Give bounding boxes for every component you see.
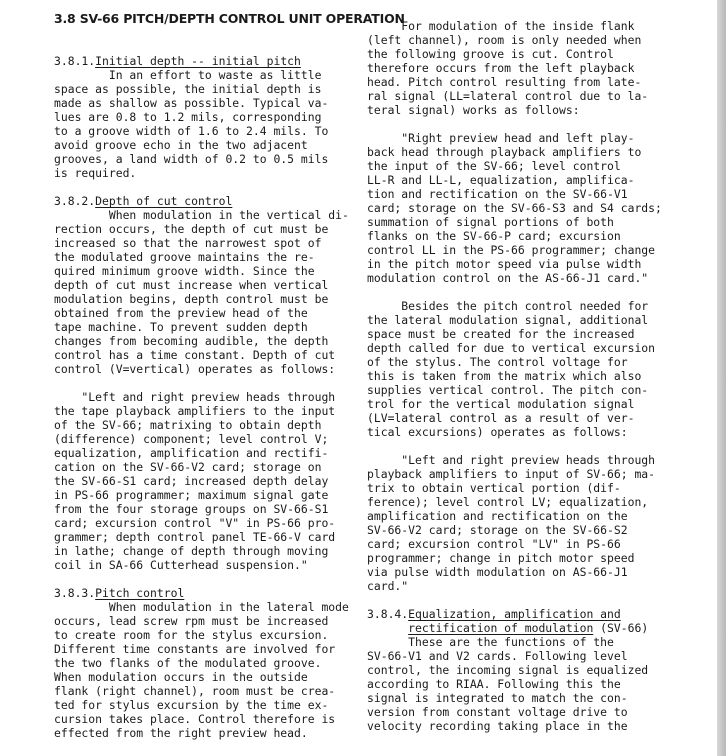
text-line: the following groove is cut. Control: [367, 47, 614, 61]
text-line: the tape playback amplifiers to the input: [54, 404, 336, 418]
text-line: this is taken from the matrix which also: [367, 369, 642, 383]
text-line: card.": [367, 579, 409, 593]
text-line: "Left and right preview heads through: [54, 390, 336, 404]
section-heading: 3.8 SV-66 PITCH/DEPTH CONTROL UNIT OPERATION: [54, 11, 405, 26]
paragraph-gap: [54, 376, 354, 390]
text-line: the lateral modulation signal, additional: [367, 313, 649, 327]
subsection-number: 3.8.4.: [367, 607, 409, 621]
text-line: When modulation in the vertical di-: [54, 208, 349, 222]
text-line: "Right preview head and left play-: [367, 131, 635, 145]
text-line: modulation begins, depth control must be: [54, 292, 329, 306]
text-line: quired minimum groove width. Since the: [54, 264, 315, 278]
text-line: cation on the SV-66-V2 card; storage on: [54, 460, 322, 474]
text-line: control LL in the PS-66 programmer; change: [367, 243, 656, 257]
paragraph-gap: [54, 180, 354, 194]
text-line: SV-66-V1 and V2 cards. Following level: [367, 649, 628, 663]
subsection-heading: Depth of cut control: [95, 194, 233, 208]
text-line: signal is integrated to match the con-: [367, 691, 628, 705]
text-line: effected from the right preview head.: [54, 726, 308, 740]
text-line: SV-66-V2 card; storage on the SV-66-S2: [367, 523, 628, 537]
text-line: equalization, amplification and rectifi-: [54, 446, 329, 460]
subsection-title: [54, 194, 354, 208]
subsection-title-cont: [367, 621, 667, 635]
text-line: space as possible, the initial depth is: [54, 82, 322, 96]
right-column: [367, 19, 667, 733]
text-line: rection occurs, the depth of cut must be: [54, 222, 329, 236]
text-line: grammer; depth control panel TE-66-V card: [54, 530, 336, 544]
text-line: modulation control on the AS-66-J1 card.": [367, 271, 649, 285]
text-line: from the four storage groups on SV-66-S1: [54, 502, 329, 516]
text-line: control, the incoming signal is equalized: [367, 663, 649, 677]
text-line: head. Pitch control resulting from late-: [367, 75, 642, 89]
text-line: the input of the SV-66; level control: [367, 159, 621, 173]
subsection-heading: Initial depth -- initial pitch: [95, 54, 301, 68]
text-line: For modulation of the inside flank: [367, 19, 635, 33]
text-line: occurs, lead screw rpm must be increased: [54, 614, 329, 628]
text-line: ference); level control LV; equalization,: [367, 495, 649, 509]
subsection-suffix: (SV-66): [593, 621, 649, 635]
text-line: ted for stylus excursion by the time ex-: [54, 698, 329, 712]
text-line: of the stylus. The control voltage for: [367, 355, 628, 369]
text-line: of the SV-66; matrixing to obtain depth: [54, 418, 322, 432]
text-line: (difference) component; level control V;: [54, 432, 329, 446]
subsection-number: 3.8.3.: [54, 586, 96, 600]
text-line: flank (right channel), room must be crea-: [54, 684, 336, 698]
text-line: space must be created for the increased: [367, 327, 635, 341]
text-line: coil in SA-66 Cutterhead suspension.": [54, 558, 308, 572]
text-line: LL-R and LL-L, equalization, amplifica-: [367, 173, 635, 187]
text-line: lues are 0.8 to 1.2 mils, corresponding: [54, 110, 322, 124]
paragraph-gap: [367, 285, 667, 299]
text-line: in lathe; change of depth through moving: [54, 544, 329, 558]
text-line: "Left and right preview heads through: [367, 453, 656, 467]
text-line: programmer; change in pitch motor speed: [367, 551, 635, 565]
text-line: These are the functions of the: [367, 635, 614, 649]
text-line: to a groove width of 1.6 to 2.4 mils. To: [54, 124, 329, 138]
left-column: [54, 40, 354, 740]
page-edge: [717, 0, 726, 756]
text-line: in the pitch motor speed via pulse width: [367, 257, 642, 271]
subsection-title: [367, 607, 667, 621]
text-line: trol for the vertical modulation signal: [367, 397, 635, 411]
text-line: changes from becoming audible, the depth: [54, 334, 329, 348]
text-line: the modulated groove maintains the re-: [54, 250, 315, 264]
text-line: Different time constants are involved for: [54, 642, 336, 656]
text-line: summation of signal portions of both: [367, 215, 614, 229]
text-line: obtained from the preview head of the: [54, 306, 308, 320]
text-line: amplification and rectification on the: [367, 509, 628, 523]
text-line: card; excursion control "V" in PS-66 pro-: [54, 516, 336, 530]
text-line: made as shallow as possible. Typical va-: [54, 96, 329, 110]
text-line: card; excursion control "LV" in PS-66: [367, 537, 621, 551]
text-line: card; storage on the SV-66-S3 and S4 cards;: [367, 201, 662, 215]
text-line: flanks on the SV-66-P card; excursion: [367, 229, 621, 243]
paragraph-gap: [367, 593, 667, 607]
subsection-title: [54, 586, 354, 600]
subsection-number: 3.8.1.: [54, 54, 96, 68]
subsection-heading: Pitch control: [95, 586, 185, 600]
text-line: avoid groove echo in the two adjacent: [54, 138, 308, 152]
text-line: version from constant voltage drive to: [367, 705, 628, 719]
text-line: depth of cut must increase when vertical: [54, 278, 329, 292]
text-line: velocity recording taking place in the: [367, 719, 628, 733]
text-line: (LV=lateral control as a result of ver-: [367, 411, 635, 425]
text-line: grooves, a land width of 0.2 to 0.5 mils: [54, 152, 329, 166]
subsection-heading: rectification of modulation: [408, 621, 594, 635]
text-line: ral signal (LL=lateral control due to la-: [367, 89, 649, 103]
text-line: control has a time constant. Depth of cut: [54, 348, 336, 362]
text-line: the SV-66-S1 card; increased depth delay: [54, 474, 329, 488]
text-line: playback amplifiers to input of SV-66; ma-: [367, 467, 656, 481]
paragraph-gap: [367, 439, 667, 453]
text-line: is required.: [54, 166, 137, 180]
paragraph-gap: [367, 117, 667, 131]
text-line: to create room for the stylus excursion.: [54, 628, 329, 642]
text-line: back head through playback amplifiers to: [367, 145, 642, 159]
text-line: tape machine. To prevent sudden depth: [54, 320, 308, 334]
text-line: (left channel), room is only needed when: [367, 33, 642, 47]
text-line: When modulation in the lateral mode: [54, 600, 349, 614]
text-line: increased so that the narrowest spot of: [54, 236, 322, 250]
text-line: therefore occurs from the left playback: [367, 61, 635, 75]
text-line: tion and rectification on the SV-66-V1: [367, 187, 628, 201]
text-line: control (V=vertical) operates as follows:: [54, 362, 336, 376]
text-line: In an effort to waste as little: [54, 68, 322, 82]
text-line: cursion takes place. Control therefore is: [54, 712, 336, 726]
text-line: teral signal) works as follows:: [367, 103, 580, 117]
subsection-heading: Equalization, amplification and: [408, 607, 621, 621]
paragraph-gap: [54, 572, 354, 586]
text-line: supplies vertical control. The pitch con-: [367, 383, 649, 397]
text-line: via pulse width modulation on AS-66-J1: [367, 565, 628, 579]
text-line: according to RIAA. Following this the: [367, 677, 621, 691]
text-line: in PS-66 programmer; maximum signal gate: [54, 488, 329, 502]
text-line: trix to obtain vertical portion (dif-: [367, 481, 621, 495]
paragraph-gap: [54, 40, 354, 54]
text-line: Besides the pitch control needed for: [367, 299, 649, 313]
text-line: the two flanks of the modulated groove.: [54, 656, 322, 670]
text-line: When modulation occurs in the outside: [54, 670, 308, 684]
text-line: tical excursions) operates as follows:: [367, 425, 628, 439]
subsection-number: 3.8.2.: [54, 194, 96, 208]
text-line: depth called for due to vertical excursion: [367, 341, 656, 355]
subsection-title: [54, 54, 354, 68]
